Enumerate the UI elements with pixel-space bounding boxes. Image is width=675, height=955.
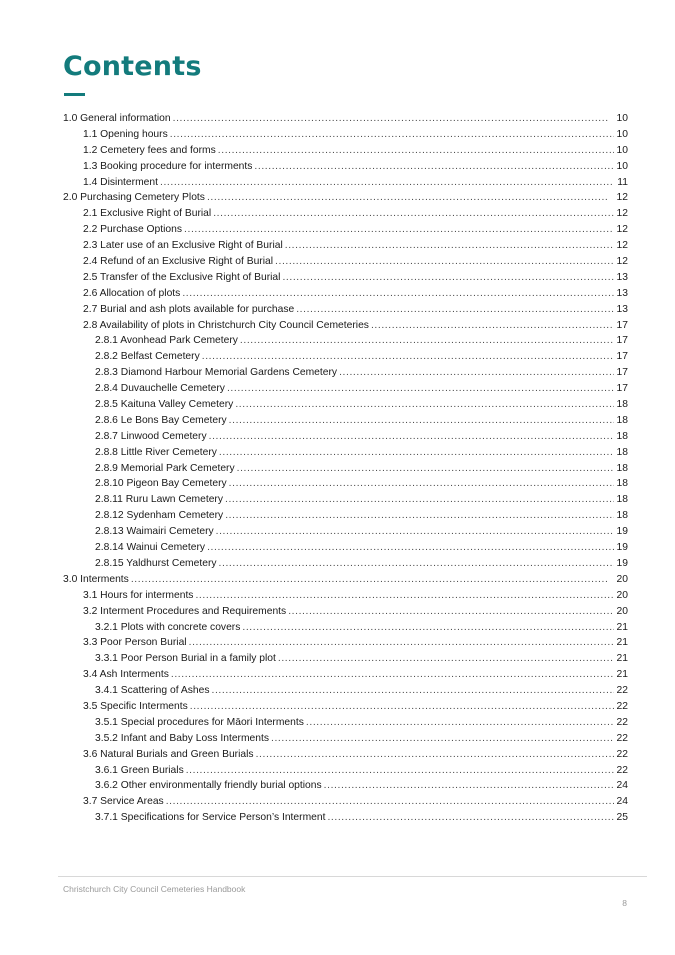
toc-entry[interactable] bbox=[63, 206, 628, 222]
toc-leader-dots bbox=[229, 476, 614, 492]
toc-entry-page-number: 22 bbox=[616, 685, 628, 697]
toc-entry-page-number: 21 bbox=[616, 669, 628, 681]
toc-entry-label: 2.8.11 Ruru Lawn Cemetery bbox=[95, 494, 224, 506]
toc-leader-dots bbox=[131, 572, 608, 588]
toc-entry-page-number: 18 bbox=[616, 399, 628, 411]
toc-leader-dots bbox=[237, 461, 614, 477]
toc-entry-page-number: 18 bbox=[616, 414, 628, 426]
toc-entry-page-number: 21 bbox=[616, 621, 628, 633]
toc-entry-label: 3.7 Service Areas bbox=[83, 796, 164, 808]
toc-entry-label: 2.8.12 Sydenham Cemetery bbox=[95, 510, 224, 522]
toc-entry-label: 2.8.5 Kaituna Valley Cemetery bbox=[95, 399, 234, 411]
toc-leader-dots bbox=[225, 492, 614, 508]
toc-entry-page-number: 22 bbox=[616, 748, 628, 760]
toc-entry-label: 3.7.1 Specifications for Service Person’s Interment bbox=[95, 812, 326, 824]
toc-entry-label: 3.3 Poor Person Burial bbox=[83, 637, 187, 649]
toc-entry-label: 2.0 Purchasing Cemetery Plots bbox=[63, 192, 205, 204]
toc-entry[interactable] bbox=[63, 159, 628, 175]
toc-entry[interactable] bbox=[63, 620, 628, 636]
toc-leader-dots bbox=[195, 588, 614, 604]
toc-entry-label: 2.8.4 Duvauchelle Cemetery bbox=[95, 383, 225, 395]
toc-entry-page-number: 24 bbox=[616, 780, 628, 792]
toc-leader-dots bbox=[184, 222, 614, 238]
toc-entry-page-number: 20 bbox=[616, 573, 628, 585]
toc-entry-label: 2.6 Allocation of plots bbox=[83, 287, 181, 299]
toc-entry[interactable] bbox=[63, 763, 628, 779]
toc-entry[interactable] bbox=[63, 349, 628, 365]
toc-entry[interactable] bbox=[63, 445, 628, 461]
toc-leader-dots bbox=[166, 794, 614, 810]
toc-entry-label: 1.1 Opening hours bbox=[83, 128, 168, 140]
toc-entry[interactable] bbox=[63, 238, 628, 254]
footer-divider bbox=[58, 876, 647, 877]
toc-leader-dots bbox=[209, 429, 614, 445]
toc-leader-dots bbox=[229, 413, 614, 429]
toc-entry[interactable] bbox=[63, 127, 628, 143]
toc-leader-dots bbox=[282, 270, 614, 286]
toc-entry[interactable] bbox=[63, 318, 628, 334]
toc-entry[interactable] bbox=[63, 302, 628, 318]
toc-entry[interactable] bbox=[63, 667, 628, 683]
toc-entry-label: 3.2 Interment Procedures and Requirements bbox=[83, 605, 287, 617]
toc-leader-dots bbox=[240, 333, 614, 349]
toc-entry[interactable] bbox=[63, 111, 628, 127]
title-underline-bar bbox=[64, 93, 85, 96]
toc-entry-label: 3.3.1 Poor Person Burial in a family plot bbox=[95, 653, 276, 665]
toc-entry-page-number: 12 bbox=[616, 192, 628, 204]
toc-leader-dots bbox=[216, 524, 614, 540]
toc-entry-page-number: 17 bbox=[616, 383, 628, 395]
toc-entry-page-number: 13 bbox=[616, 287, 628, 299]
toc-entry-label: 3.5.2 Infant and Baby Loss Interments bbox=[95, 732, 270, 744]
table-of-contents bbox=[63, 111, 628, 826]
toc-entry-page-number: 20 bbox=[616, 605, 628, 617]
toc-entry-page-number: 18 bbox=[616, 462, 628, 474]
toc-entry[interactable] bbox=[63, 604, 628, 620]
toc-entry-label: 2.8.10 Pigeon Bay Cemetery bbox=[95, 478, 227, 490]
toc-entry-page-number: 19 bbox=[616, 557, 628, 569]
toc-leader-dots bbox=[275, 254, 614, 270]
toc-entry[interactable] bbox=[63, 190, 628, 206]
toc-entry-page-number: 25 bbox=[616, 812, 628, 824]
toc-entry-label: 1.2 Cemetery fees and forms bbox=[83, 144, 216, 156]
toc-entry-label: 3.4 Ash Interments bbox=[83, 669, 169, 681]
toc-leader-dots bbox=[227, 381, 614, 397]
toc-entry[interactable] bbox=[63, 254, 628, 270]
toc-leader-dots bbox=[190, 699, 614, 715]
toc-entry-label: 2.5 Transfer of the Exclusive Right of Burial bbox=[83, 271, 281, 283]
toc-entry[interactable] bbox=[63, 731, 628, 747]
toc-entry-page-number: 11 bbox=[617, 176, 628, 188]
toc-entry-page-number: 13 bbox=[616, 303, 628, 315]
toc-entry[interactable] bbox=[63, 556, 628, 572]
toc-entry[interactable] bbox=[63, 699, 628, 715]
toc-entry-page-number: 22 bbox=[616, 716, 628, 728]
toc-entry[interactable] bbox=[63, 461, 628, 477]
toc-entry[interactable] bbox=[63, 413, 628, 429]
toc-entry[interactable] bbox=[63, 476, 628, 492]
toc-leader-dots bbox=[219, 445, 614, 461]
toc-entry-label: 2.2 Purchase Options bbox=[83, 224, 183, 236]
toc-entry[interactable] bbox=[63, 333, 628, 349]
toc-entry-label: 2.8.14 Wainui Cemetery bbox=[95, 542, 206, 554]
toc-entry-page-number: 10 bbox=[616, 113, 628, 124]
toc-leader-dots bbox=[327, 810, 614, 826]
toc-entry-page-number: 17 bbox=[616, 367, 628, 379]
toc-leader-dots bbox=[170, 127, 614, 143]
toc-entry-page-number: 10 bbox=[616, 160, 628, 172]
toc-entry[interactable] bbox=[63, 397, 628, 413]
toc-leader-dots bbox=[256, 747, 614, 763]
toc-entry[interactable] bbox=[63, 715, 628, 731]
toc-entry-label: 2.8.6 Le Bons Bay Cemetery bbox=[95, 414, 227, 426]
toc-entry[interactable] bbox=[63, 635, 628, 651]
toc-entry[interactable] bbox=[63, 508, 628, 524]
page-title: Contents bbox=[63, 51, 202, 82]
toc-entry-label: 2.8.15 Yaldhurst Cemetery bbox=[95, 557, 217, 569]
toc-leader-dots bbox=[371, 318, 614, 334]
toc-entry-page-number: 18 bbox=[616, 478, 628, 490]
toc-entry[interactable] bbox=[63, 810, 628, 826]
footer-title: Christchurch City Council Cemeteries Handbook bbox=[63, 884, 246, 894]
toc-entry-page-number: 18 bbox=[616, 430, 628, 442]
toc-entry-page-number: 18 bbox=[616, 446, 628, 458]
toc-leader-dots bbox=[219, 556, 614, 572]
toc-entry-page-number: 22 bbox=[616, 764, 628, 776]
toc-entry[interactable] bbox=[63, 381, 628, 397]
toc-leader-dots bbox=[278, 651, 614, 667]
toc-entry-label: 2.4 Refund of an Exclusive Right of Burial bbox=[83, 256, 274, 268]
toc-entry-label: 2.8.1 Avonhead Park Cemetery bbox=[95, 335, 238, 347]
toc-entry-label: 3.6.1 Green Burials bbox=[95, 764, 184, 776]
toc-entry-page-number: 12 bbox=[616, 208, 628, 220]
toc-leader-dots bbox=[189, 635, 614, 651]
toc-entry-page-number: 10 bbox=[616, 128, 628, 140]
toc-entry-label: 1.3 Booking procedure for interments bbox=[83, 160, 253, 172]
toc-entry-label: 3.6.2 Other environmentally friendly burial options bbox=[95, 780, 322, 792]
toc-entry-page-number: 12 bbox=[616, 240, 628, 252]
footer-page-number: 8 bbox=[622, 898, 627, 908]
toc-entry-page-number: 18 bbox=[616, 510, 628, 522]
toc-leader-dots bbox=[271, 731, 614, 747]
toc-leader-dots bbox=[296, 302, 614, 318]
toc-entry-label: 3.4.1 Scattering of Ashes bbox=[95, 685, 210, 697]
toc-entry-label: 2.3 Later use of an Exclusive Right of Burial bbox=[83, 240, 283, 252]
toc-entry-page-number: 18 bbox=[616, 494, 628, 506]
toc-entry-page-number: 24 bbox=[616, 796, 628, 808]
toc-entry-label: 1.4 Disinterment bbox=[83, 176, 158, 188]
toc-entry-page-number: 19 bbox=[616, 542, 628, 554]
toc-entry-page-number: 12 bbox=[616, 224, 628, 236]
toc-entry-page-number: 13 bbox=[616, 271, 628, 283]
toc-leader-dots bbox=[207, 540, 614, 556]
toc-entry[interactable] bbox=[63, 747, 628, 763]
toc-entry-page-number: 22 bbox=[616, 732, 628, 744]
toc-entry[interactable] bbox=[63, 778, 628, 794]
toc-entry-page-number: 17 bbox=[616, 351, 628, 363]
toc-leader-dots bbox=[306, 715, 614, 731]
toc-entry-label: 2.8.2 Belfast Cemetery bbox=[95, 351, 200, 363]
toc-leader-dots bbox=[173, 111, 608, 127]
toc-leader-dots bbox=[242, 620, 614, 636]
toc-leader-dots bbox=[182, 286, 614, 302]
toc-leader-dots bbox=[324, 778, 614, 794]
toc-entry-label: 2.8.13 Waimairi Cemetery bbox=[95, 526, 214, 538]
toc-leader-dots bbox=[288, 604, 614, 620]
toc-entry[interactable] bbox=[63, 540, 628, 556]
toc-leader-dots bbox=[213, 206, 614, 222]
toc-entry-page-number: 19 bbox=[616, 526, 628, 538]
toc-entry-label: 2.8.9 Memorial Park Cemetery bbox=[95, 462, 235, 474]
toc-leader-dots bbox=[235, 397, 614, 413]
toc-leader-dots bbox=[225, 508, 614, 524]
toc-leader-dots bbox=[218, 143, 614, 159]
toc-entry-label: 3.2.1 Plots with concrete covers bbox=[95, 621, 241, 633]
toc-entry[interactable] bbox=[63, 492, 628, 508]
toc-entry-label: 1.0 General information bbox=[63, 113, 171, 124]
toc-entry[interactable] bbox=[63, 794, 628, 810]
toc-entry-label: 3.5 Specific Interments bbox=[83, 700, 188, 712]
toc-entry-label: 3.0 Interments bbox=[63, 573, 129, 585]
toc-entry-label: 2.8.3 Diamond Harbour Memorial Gardens Cemetery bbox=[95, 367, 338, 379]
toc-leader-dots bbox=[285, 238, 614, 254]
toc-entry-page-number: 20 bbox=[616, 589, 628, 601]
toc-entry-label: 3.6 Natural Burials and Green Burials bbox=[83, 748, 254, 760]
toc-leader-dots bbox=[202, 349, 614, 365]
toc-leader-dots bbox=[207, 190, 608, 206]
toc-entry[interactable] bbox=[63, 572, 628, 588]
toc-entry-page-number: 10 bbox=[616, 144, 628, 156]
toc-entry[interactable] bbox=[63, 222, 628, 238]
toc-entry[interactable] bbox=[63, 588, 628, 604]
toc-entry[interactable] bbox=[63, 429, 628, 445]
toc-entry-label: 3.1 Hours for interments bbox=[83, 589, 194, 601]
toc-entry-page-number: 17 bbox=[616, 335, 628, 347]
toc-entry-label: 2.1 Exclusive Right of Burial bbox=[83, 208, 212, 220]
toc-entry-page-number: 12 bbox=[616, 256, 628, 268]
toc-entry[interactable] bbox=[63, 683, 628, 699]
toc-leader-dots bbox=[160, 175, 614, 191]
toc-entry-label: 2.8 Availability of plots in Christchurch City Council Cemeteries bbox=[83, 319, 369, 331]
toc-leader-dots bbox=[186, 763, 614, 779]
toc-entry-label: 3.5.1 Special procedures for Māori Interments bbox=[95, 716, 304, 728]
toc-leader-dots bbox=[171, 667, 614, 683]
toc-entry[interactable] bbox=[63, 365, 628, 381]
toc-entry-page-number: 21 bbox=[616, 637, 628, 649]
toc-entry-label: 2.8.7 Linwood Cemetery bbox=[95, 430, 207, 442]
toc-leader-dots bbox=[211, 683, 614, 699]
toc-leader-dots bbox=[254, 159, 614, 175]
toc-entry-page-number: 17 bbox=[616, 319, 628, 331]
toc-entry[interactable] bbox=[63, 270, 628, 286]
toc-entry-label: 2.7 Burial and ash plots available for purchase bbox=[83, 303, 295, 315]
toc-leader-dots bbox=[339, 365, 614, 381]
toc-entry[interactable] bbox=[63, 175, 628, 191]
toc-entry-page-number: 22 bbox=[616, 700, 628, 712]
toc-entry[interactable] bbox=[63, 143, 628, 159]
toc-entry[interactable] bbox=[63, 524, 628, 540]
toc-entry-page-number: 21 bbox=[616, 653, 628, 665]
toc-entry[interactable] bbox=[63, 286, 628, 302]
toc-entry[interactable] bbox=[63, 651, 628, 667]
toc-entry-label: 2.8.8 Little River Cemetery bbox=[95, 446, 217, 458]
